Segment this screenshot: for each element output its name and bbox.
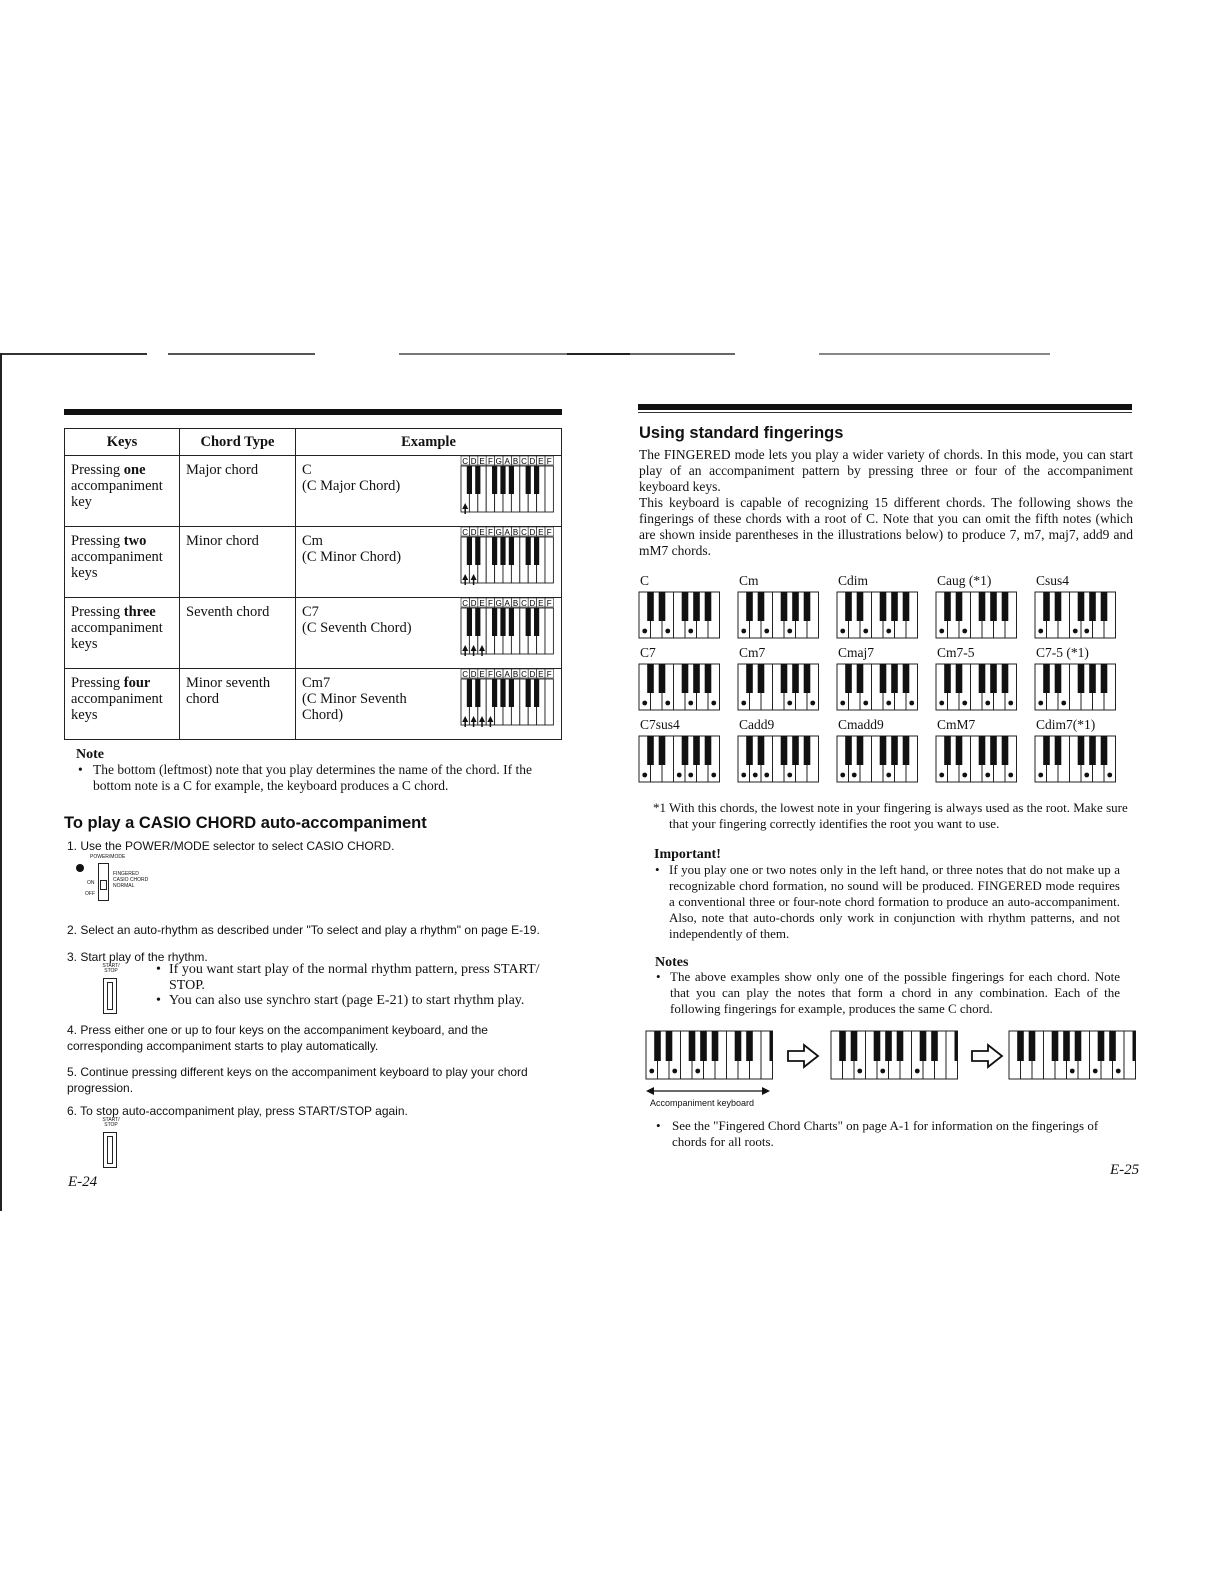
svg-text:E: E	[479, 528, 485, 537]
svg-text:F: F	[546, 528, 552, 537]
keyboard-diagram	[459, 456, 555, 522]
power-mode-switch: POWER/MODE ON OFF FINGERED CASIO CHORD NORMAL	[76, 854, 156, 900]
svg-text:G: G	[495, 670, 502, 679]
svg-text:C: C	[521, 457, 527, 466]
accompaniment-keyboard-diagram	[645, 1030, 775, 1082]
chord-type: Minor chord	[180, 527, 296, 598]
chord-keyboard-diagram	[935, 591, 1019, 641]
svg-text:C: C	[521, 670, 527, 679]
chord-type: Seventh chord	[180, 598, 296, 669]
svg-text:C: C	[462, 599, 469, 608]
start-stop-button-icon: START/ STOP	[100, 964, 124, 1016]
svg-text:F: F	[487, 599, 493, 608]
important-heading: Important!	[654, 847, 721, 862]
chord-label: Caug (*1)	[937, 573, 992, 588]
step-6: 6. To stop auto-accompaniment play, press START/STOP again.	[67, 1104, 408, 1118]
svg-text:D: D	[529, 670, 536, 679]
accompaniment-keyboard-diagram	[830, 1030, 960, 1082]
svg-text:D: D	[470, 457, 477, 466]
column-header: Chord Type	[180, 429, 296, 456]
chord-label: C	[640, 573, 650, 588]
column-header: Example	[296, 429, 562, 456]
svg-text:F: F	[487, 457, 493, 466]
chord-keyboard-diagram	[638, 591, 722, 641]
table-row: Pressing two accompaniment keys Minor chord Cm (C Minor Chord) C D E F G A B C D E F	[65, 527, 562, 598]
chord-keyboard-diagram	[1034, 663, 1118, 713]
step-3-bullet: • If you want start play of the normal rhythm pattern, press START/ STOP.	[156, 962, 540, 993]
chord-keyboard-diagram	[836, 663, 920, 713]
chord-label: C7-5 (*1)	[1036, 645, 1089, 660]
chord-label: C7	[640, 645, 656, 660]
important-text: • If you play one or two notes only in the left hand, or three notes that do not make up a recognizable chord formation, no sound will be produced. FINGERED mode requires a conventional three or four-note chord formation to produce an auto-accompaniment. Also, note that auto-chords only work in conjunction with rhythm patterns, and not independently of them.	[655, 862, 1120, 941]
chord-keyboard-diagram	[638, 663, 722, 713]
chord-keyboard-diagram	[1034, 735, 1118, 785]
step-3: 3. Start play of the rhythm.	[67, 950, 208, 964]
footnote: *1 With this chords, the lowest note in your fingering is always used as the root. Make sure that your fingering correctly identifies the root you want to use.	[653, 800, 1128, 831]
chord-label: Csus4	[1036, 573, 1070, 588]
chord-label: Cadd9	[739, 717, 775, 732]
chord-type: Minor seventh chord	[180, 669, 296, 740]
right-header-rule-thin	[638, 412, 1132, 413]
svg-text:F: F	[546, 670, 552, 679]
accompaniment-keyboard-label: Accompaniment keyboard	[650, 1098, 755, 1108]
step-3-bullet: • You can also use synchro start (page E-21) to start rhythm play.	[156, 993, 525, 1008]
keyboard-diagram	[459, 527, 555, 593]
chord-label: Cmadd9	[838, 717, 884, 732]
scan-edge-line	[0, 353, 1050, 355]
step-5: 5. Continue pressing different keys on the accompaniment keyboard to play your chord progression.	[67, 1065, 528, 1095]
svg-text:G: G	[495, 457, 502, 466]
section-title: Using standard fingerings	[639, 424, 844, 442]
svg-text:D: D	[529, 528, 536, 537]
table-row: Pressing four accompaniment keys Minor seventh chord Cm7 (C Minor Seventh Chord) C D E F G A B C D E F	[65, 669, 562, 740]
svg-text:F: F	[487, 670, 493, 679]
accompaniment-keyboard-diagram	[1008, 1030, 1138, 1082]
intro-paragraph: This keyboard is capable of recognizing 15 different chords. The following shows the fingerings of these chords with a root of C. Note that you can omit the fifth notes (which are shown inside parentheses in the illustrations below) to produce 7, m7, maj7, add9 and mM7 chords.	[639, 495, 1133, 558]
chord-label: C7sus4	[640, 717, 680, 732]
step-4: 4. Press either one or up to four keys on the accompaniment keyboard, and the corresponding accompaniment starts to play automatically.	[67, 1023, 488, 1053]
arrow-right-icon	[786, 1043, 820, 1069]
chord-label: Cm	[739, 573, 759, 588]
svg-text:B: B	[512, 670, 519, 679]
double-arrow-icon	[646, 1086, 770, 1096]
svg-text:C: C	[462, 528, 469, 537]
svg-text:E: E	[538, 457, 544, 466]
svg-text:F: F	[487, 528, 493, 537]
chord-label: Cm7-5	[937, 645, 975, 660]
svg-text:G: G	[495, 528, 502, 537]
svg-text:D: D	[470, 528, 477, 537]
svg-text:D: D	[470, 670, 477, 679]
notes-heading: Notes	[655, 955, 689, 970]
chord-keyboard-diagram	[737, 591, 821, 641]
start-stop-button-icon: START/ STOP	[100, 1118, 124, 1170]
chord-keys-table	[64, 428, 562, 740]
chord-label: Cm7	[739, 645, 766, 660]
right-header-rule	[638, 404, 1132, 410]
chord-keyboard-diagram	[1034, 591, 1118, 641]
chord-keyboard-diagram	[836, 591, 920, 641]
chord-label: Cdim7(*1)	[1036, 717, 1096, 732]
chord-label: Cdim	[838, 573, 869, 588]
chord-keyboard-diagram	[935, 663, 1019, 713]
svg-text:B: B	[512, 528, 519, 537]
svg-text:F: F	[546, 457, 552, 466]
svg-text:A: A	[504, 670, 510, 679]
note-text: • The bottom (leftmost) note that you play determines the name of the chord. If the bottom note is a C for example, the keyboard produces a C chord.	[78, 762, 532, 793]
svg-text:F: F	[546, 599, 552, 608]
svg-text:E: E	[538, 599, 544, 608]
svg-text:D: D	[470, 599, 477, 608]
svg-text:C: C	[521, 599, 527, 608]
svg-text:E: E	[479, 599, 485, 608]
keyboard-diagram	[459, 598, 555, 664]
chord-label: CmM7	[937, 717, 976, 732]
svg-text:G: G	[495, 599, 502, 608]
chord-keyboard-diagram	[737, 735, 821, 785]
step-1: 1. Use the POWER/MODE selector to select CASIO CHORD.	[67, 839, 395, 853]
svg-text:B: B	[512, 457, 519, 466]
page-number: E-25	[1110, 1162, 1140, 1178]
svg-text:A: A	[504, 528, 510, 537]
svg-text:A: A	[504, 599, 510, 608]
svg-text:C: C	[462, 670, 469, 679]
notes-text: • The above examples show only one of the possible fingerings for each chord. Note that you can play the notes that form a chord in any combination. Each of the following fingerings for example, produces the same C chord.	[656, 969, 1120, 1016]
left-header-rule	[64, 409, 562, 415]
section-title: To play a CASIO CHORD auto-accompaniment	[64, 814, 427, 832]
see-also-text: • See the "Fingered Chord Charts" on page A-1 for information on the fingerings of chords for all roots.	[656, 1118, 1099, 1149]
chord-keyboard-diagram	[836, 735, 920, 785]
svg-text:E: E	[479, 457, 485, 466]
note-heading: Note	[76, 747, 104, 762]
chord-keyboard-diagram	[935, 735, 1019, 785]
scan-edge-left	[0, 353, 2, 1211]
power-indicator-icon	[76, 864, 84, 872]
svg-text:D: D	[529, 599, 536, 608]
table-row: Pressing one accompaniment key Major chord C (C Major Chord) C D E F G A B C D E F	[65, 456, 562, 527]
page-number: E-24	[68, 1174, 98, 1190]
svg-text:D: D	[529, 457, 536, 466]
chord-keyboard-diagram	[638, 735, 722, 785]
svg-text:E: E	[538, 528, 544, 537]
table-row: Pressing three accompaniment keys Seventh chord C7 (C Seventh Chord) C D E F G A B C D E F	[65, 598, 562, 669]
step-2: 2. Select an auto-rhythm as described under "To select and play a rhythm" on page E-19.	[67, 923, 540, 937]
keyboard-diagram	[459, 669, 555, 735]
chord-type: Major chord	[180, 456, 296, 527]
svg-text:E: E	[479, 670, 485, 679]
column-header: Keys	[65, 429, 180, 456]
arrow-right-icon	[970, 1043, 1004, 1069]
svg-text:E: E	[538, 670, 544, 679]
svg-text:C: C	[521, 528, 527, 537]
chord-label: Cmaj7	[838, 645, 874, 660]
chord-keyboard-diagram	[737, 663, 821, 713]
svg-text:B: B	[512, 599, 519, 608]
intro-paragraph: The FINGERED mode lets you play a wider variety of chords. In this mode, you can start play of an accompaniment pattern by pressing three or four of the accompaniment keyboard keys.	[639, 447, 1133, 494]
svg-text:C: C	[462, 457, 469, 466]
svg-text:A: A	[504, 457, 510, 466]
